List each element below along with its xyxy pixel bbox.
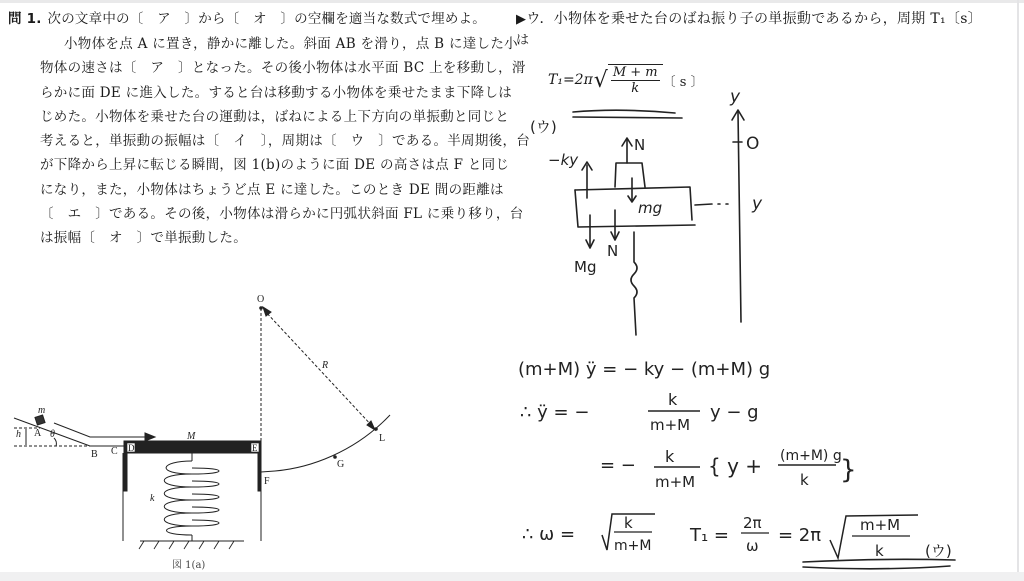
problem-panel (8, 8, 531, 251)
formula-lhs: T₁=2π (548, 72, 593, 88)
svg-text:k: k (665, 447, 675, 466)
svg-text:m+M: m+M (650, 416, 691, 434)
svg-text:G: G (337, 459, 345, 470)
svg-text:y: y (752, 194, 763, 214)
svg-text:mg: mg (638, 199, 663, 217)
svg-text:∴ ω =: ∴ ω = (522, 524, 576, 545)
svg-text:m+M: m+M (614, 538, 652, 554)
svg-text:(ウ): (ウ) (925, 542, 952, 560)
svg-text:L: L (379, 433, 386, 444)
figure-1a (0, 290, 420, 572)
svg-text:y: y (730, 87, 741, 107)
figure-caption: 図 1(a) (172, 560, 206, 571)
svg-text:C: C (111, 446, 118, 457)
svg-text:{ y +: { y + (708, 454, 763, 478)
solution-heading (516, 8, 1016, 31)
svg-text:O: O (746, 134, 760, 154)
svg-text:B: B (91, 449, 98, 460)
paragraph-line: 考えると，単振動の振幅は〔 イ 〕，周期は〔 ウ 〕である。半周期後，台 (40, 133, 531, 150)
paragraph-line: が下降から上昇に転じる瞬間，図 1(b)のように面 DE の高さは点 F と同じ (40, 157, 510, 174)
svg-text:A: A (34, 428, 42, 439)
solution-panel (516, 8, 1016, 51)
handwritten-solution (510, 60, 1018, 572)
svg-text:∴ ÿ = −: ∴ ÿ = − (520, 402, 590, 423)
top-border (0, 0, 1024, 3)
svg-text:k: k (668, 390, 678, 409)
svg-text:(m+M) ÿ = − ky − (m+M) g: (m+M) ÿ = − ky − (m+M) g (518, 359, 771, 380)
formula-numerator: M + m (612, 65, 658, 80)
svg-text:R: R (322, 360, 329, 371)
svg-text:m: m (38, 405, 46, 416)
heading-text: ウ．小物体を乗せた台のばね振り子の単振動であるから，周期 T₁〔s〕 (526, 11, 982, 27)
question-number: 問 1. (8, 11, 42, 27)
heading-continuation: は (516, 33, 530, 48)
svg-text:(m+M) g: (m+M) g (780, 448, 842, 464)
paragraph-line: 〔 エ 〕である。その後，小物体は滑らかに円弧状斜面 FL に乗り移り，台 (40, 206, 524, 223)
svg-text:O: O (257, 294, 265, 305)
svg-text:y − g: y − g (710, 402, 759, 423)
svg-text:m+M: m+M (655, 473, 696, 491)
svg-text:θ: θ (50, 429, 55, 440)
svg-text:k: k (875, 542, 884, 560)
svg-text:= 2π: = 2π (778, 525, 822, 546)
svg-text:k: k (624, 514, 633, 532)
svg-text:k: k (150, 493, 155, 504)
svg-text:Mg: Mg (574, 258, 597, 276)
svg-text:E: E (252, 443, 258, 453)
svg-text:(ウ): (ウ) (530, 118, 557, 136)
formula-denominator: k (631, 81, 640, 96)
svg-text:F: F (264, 476, 270, 487)
svg-text:ω: ω (746, 537, 759, 555)
svg-text:h: h (16, 429, 21, 440)
formula-unit: 〔 s 〕 (662, 74, 704, 90)
problem-paragraph (8, 32, 531, 251)
svg-text:}: } (840, 455, 857, 485)
paragraph-line: らかに面 DE に進入した。すると台は移動する小物体を乗せたまま下降しは (40, 84, 513, 101)
svg-text:−ky: −ky (548, 151, 579, 169)
paragraph-line: は振幅〔 オ 〕で単振動した。 (40, 230, 247, 247)
svg-text:M: M (187, 431, 196, 442)
triangle-marker-icon: ▶ (516, 12, 527, 27)
sqrt-icon: √ (593, 67, 608, 93)
svg-text:T₁ =: T₁ = (690, 525, 730, 546)
svg-text:D: D (128, 443, 135, 453)
svg-text:N: N (634, 136, 646, 154)
question-instruction (8, 8, 508, 30)
svg-text:m+M: m+M (860, 516, 901, 534)
svg-text:2π: 2π (743, 514, 762, 532)
svg-text:k: k (800, 471, 809, 489)
paragraph-line: 小物体を点 A に置き，静かに離した。斜面 AB を滑り，点 B に達した小 (64, 36, 518, 52)
paragraph-line: じめた。小物体を乗せた台の運動は，ばねによる上下方向の単振動と同じと (40, 108, 510, 125)
paragraph-line: 物体の速さは〔 ア 〕となった。その後小物体は水平面 BC 上を移動し，滑 (40, 60, 526, 77)
svg-text:= −: = − (600, 455, 636, 476)
svg-text:N: N (607, 242, 619, 260)
bottom-strip (0, 572, 1024, 581)
instruction-text: 次の文章中の〔 ア 〕から〔 オ 〕の空欄を適当な数式で埋めよ。 (47, 11, 486, 27)
paragraph-line: になり，また，小物体はちょうど点 E に達した。このとき DE 間の距離は (40, 181, 504, 198)
